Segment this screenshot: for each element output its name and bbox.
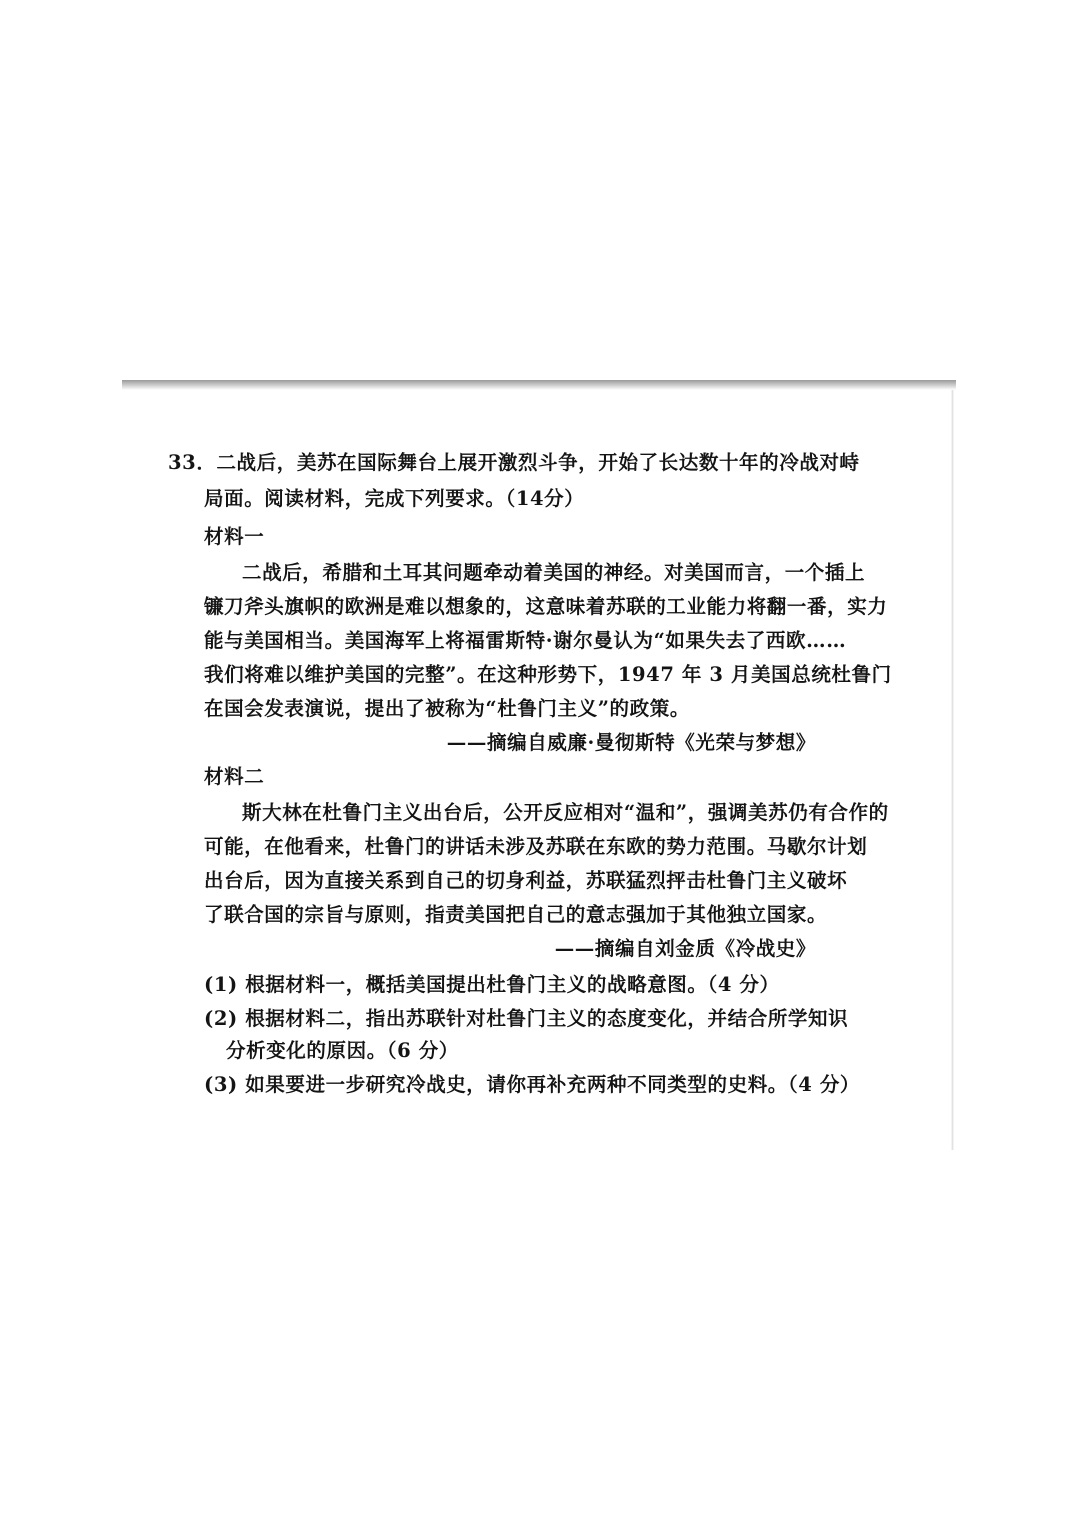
material1-line: 二战后，希腊和土耳其问题牵动着美国的神经。对美国而言，一个插上 [242,561,866,584]
material2-line: 出台后，因为直接关系到自己的切身利益，苏联猛烈抨击杜鲁门主义破坏 [204,869,848,892]
material1-line: 镰刀斧头旗帜的欧洲是难以想象的，这意味着苏联的工业能力将翻一番，实力 [204,595,888,618]
sub-question-1: (1) 根据材料一，概括美国提出杜鲁门主义的战略意图。（4 分） [204,973,780,996]
material2-line: 可能，在他看来，杜鲁门的讲话未涉及苏联在东欧的势力范围。马歇尔计划 [204,835,868,858]
material2-heading: 材料二 [204,765,265,788]
sub-question-3: (3) 如果要进一步研究冷战史，请你再补充两种不同类型的史料。（4 分） [204,1073,861,1096]
question-stem-text-1: 二战后，美苏在国际舞台上展开激烈斗争，开始了长达数十年的冷战对峙 [216,451,860,474]
material1-line: 在国会发表演说，提出了被称为“杜鲁门主义”的政策。 [204,697,690,720]
scan-shadow-right [951,390,954,1150]
material1-source: ——摘编自威廉·曼彻斯特《光荣与梦想》 [446,731,816,754]
sub-question-2: (2) 根据材料二，指出苏联针对杜鲁门主义的态度变化，并结合所学知识 [204,1007,849,1030]
question-number: 33． [168,451,217,474]
question-stem-line-2: 局面。阅读材料，完成下列要求。（14分） [204,487,585,510]
material1-heading: 材料一 [204,525,265,548]
material2-line: 了联合国的宗旨与原则，指责美国把自己的意志强加于其他独立国家。 [204,903,828,926]
scan-shadow-top [122,380,956,390]
sub-question-2-continued: 分析变化的原因。（6 分） [226,1039,459,1062]
material2-line: 斯大林在杜鲁门主义出台后，公开反应相对“温和”，强调美苏仍有合作的 [242,801,889,824]
question-stem-line-1 [168,448,860,478]
material1-line: 我们将难以维护美国的完整”。在这种形势下，1947 年 3 月美国总统杜鲁门 [204,663,892,686]
material1-line: 能与美国相当。美国海军上将福雷斯特·谢尔曼认为“如果失去了西欧…… [204,629,847,652]
material2-source: ——摘编自刘金质《冷战史》 [554,937,816,960]
